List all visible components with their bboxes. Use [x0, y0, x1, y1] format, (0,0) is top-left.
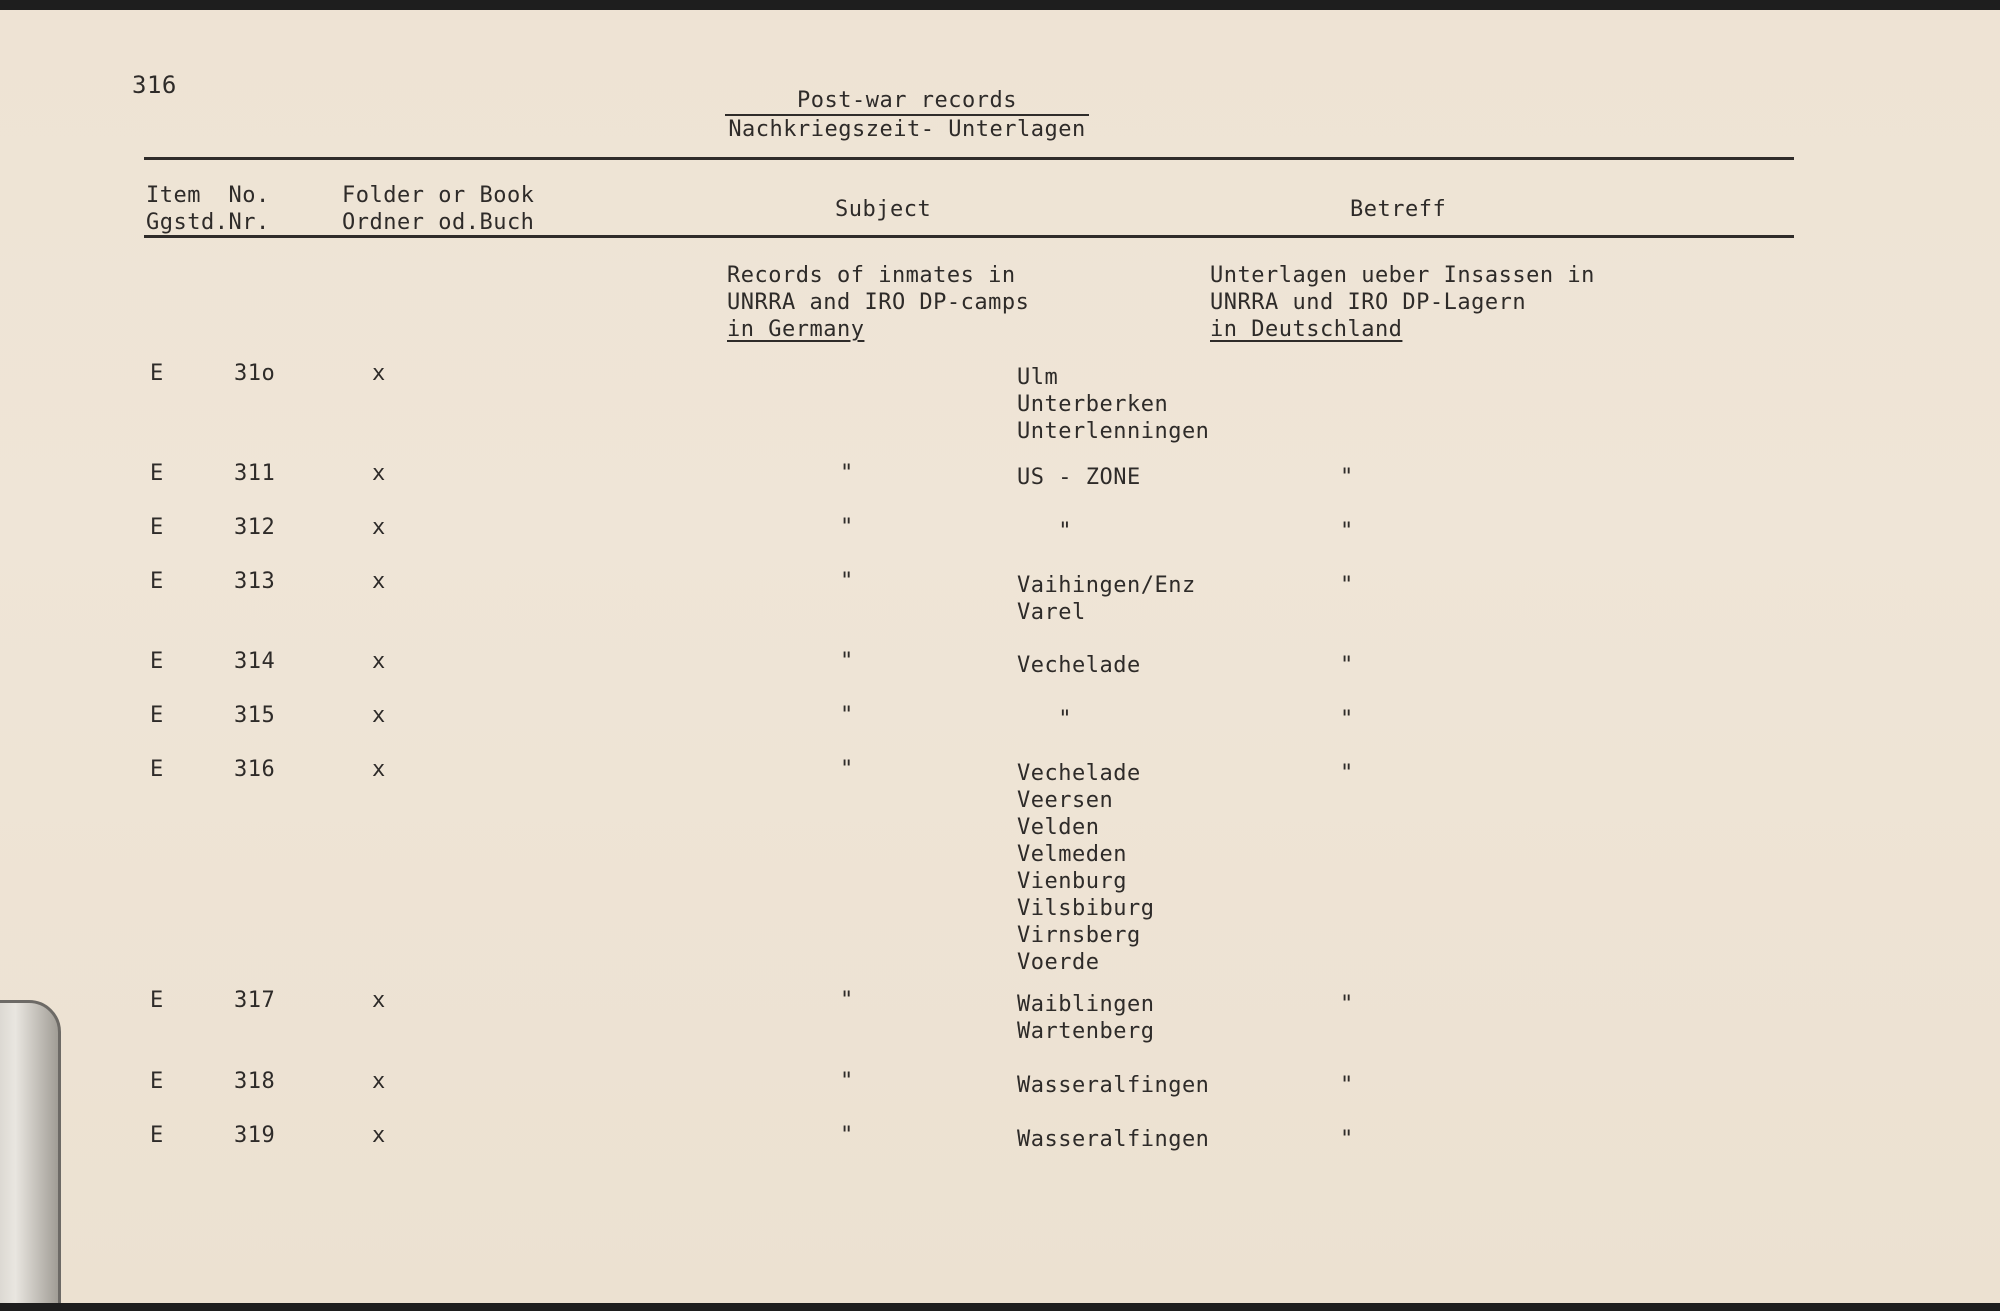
row-item-number: 31o — [234, 361, 276, 386]
row-place-name: Vienburg — [1017, 869, 1127, 894]
row-subject-ditto: " — [840, 569, 854, 594]
row-folder-mark: x — [372, 988, 386, 1013]
row-place-name: Voerde — [1017, 950, 1100, 975]
row-subject-ditto: " — [840, 1123, 854, 1148]
section-betreff-line-3: in Deutschland — [1210, 317, 1403, 342]
row-place-name: Veersen — [1017, 788, 1114, 813]
row-folder-mark: x — [372, 703, 386, 728]
row-item-number: 319 — [234, 1123, 276, 1148]
header-rule-bottom — [144, 235, 1794, 238]
row-betreff-ditto: " — [1340, 707, 1354, 732]
row-place-name: " — [1017, 519, 1072, 544]
row-subject-ditto: " — [840, 649, 854, 674]
row-item-letter: E — [150, 1123, 164, 1148]
header-folder-de: Ordner od.Buch — [342, 210, 535, 235]
row-item-number: 311 — [234, 461, 276, 486]
row-betreff-ditto: " — [1340, 573, 1354, 598]
row-subject-ditto: " — [840, 757, 854, 782]
row-place-name: Ulm — [1017, 365, 1059, 390]
row-betreff-ditto: " — [1340, 992, 1354, 1017]
row-folder-mark: x — [372, 757, 386, 782]
section-subject-line-3: in Germany — [727, 317, 865, 342]
header-folder: Folder or Book — [342, 183, 535, 208]
row-item-letter: E — [150, 361, 164, 386]
row-place-name: Varel — [1017, 600, 1086, 625]
row-place-name: Wartenberg — [1017, 1019, 1155, 1044]
row-place-name: Unterlenningen — [1017, 419, 1210, 444]
row-place-name: Wasseralfingen — [1017, 1127, 1210, 1152]
row-item-letter: E — [150, 1069, 164, 1094]
row-item-letter: E — [150, 515, 164, 540]
row-betreff-ditto: " — [1340, 653, 1354, 678]
header-item-no-de: Ggstd.Nr. — [146, 210, 270, 235]
row-item-letter: E — [150, 461, 164, 486]
row-item-number: 316 — [234, 757, 276, 782]
row-item-letter: E — [150, 988, 164, 1013]
row-item-letter: E — [150, 703, 164, 728]
page-number: 316 — [132, 71, 177, 99]
row-subject-ditto: " — [840, 988, 854, 1013]
row-item-number: 318 — [234, 1069, 276, 1094]
header-item-no: Item No. — [146, 183, 270, 208]
section-betreff-line-1: Unterlagen ueber Insassen in — [1210, 263, 1595, 288]
row-item-number: 317 — [234, 988, 276, 1013]
row-place-name: " — [1017, 707, 1072, 732]
row-folder-mark: x — [372, 515, 386, 540]
row-place-name: Velden — [1017, 815, 1100, 840]
row-place-name: Wasseralfingen — [1017, 1073, 1210, 1098]
row-item-letter: E — [150, 757, 164, 782]
row-betreff-ditto: " — [1340, 1073, 1354, 1098]
row-folder-mark: x — [372, 361, 386, 386]
header-subject: Subject — [835, 197, 932, 222]
row-item-number: 314 — [234, 649, 276, 674]
row-item-number: 313 — [234, 569, 276, 594]
row-subject-ditto: " — [840, 515, 854, 540]
section-subject-line-1: Records of inmates in — [727, 263, 1016, 288]
row-place-name: US - ZONE — [1017, 465, 1141, 490]
row-item-letter: E — [150, 569, 164, 594]
header-rule-top — [144, 157, 1794, 160]
row-subject-ditto: " — [840, 461, 854, 486]
row-subject-ditto: " — [840, 1069, 854, 1094]
binder-clip — [0, 1000, 61, 1303]
row-place-name: Virnsberg — [1017, 923, 1141, 948]
row-item-letter: E — [150, 649, 164, 674]
row-folder-mark: x — [372, 649, 386, 674]
section-betreff-line-2: UNRRA und IRO DP-Lagern — [1210, 290, 1527, 315]
title-german: Nachkriegszeit- Unterlagen — [728, 117, 1086, 142]
row-subject-ditto: " — [840, 703, 854, 728]
row-place-name: Waiblingen — [1017, 992, 1155, 1017]
row-place-name: Velmeden — [1017, 842, 1127, 867]
row-betreff-ditto: " — [1340, 519, 1354, 544]
row-place-name: Vaihingen/Enz — [1017, 573, 1196, 598]
row-item-number: 312 — [234, 515, 276, 540]
row-betreff-ditto: " — [1340, 761, 1354, 786]
row-betreff-ditto: " — [1340, 1127, 1354, 1152]
row-place-name: Vilsbiburg — [1017, 896, 1155, 921]
row-folder-mark: x — [372, 1069, 386, 1094]
row-folder-mark: x — [372, 461, 386, 486]
row-betreff-ditto: " — [1340, 465, 1354, 490]
document-page — [0, 10, 2000, 1303]
row-folder-mark: x — [372, 569, 386, 594]
row-place-name: Unterberken — [1017, 392, 1169, 417]
header-betreff: Betreff — [1350, 197, 1447, 222]
row-place-name: Vechelade — [1017, 761, 1141, 786]
row-item-number: 315 — [234, 703, 276, 728]
row-place-name: Vechelade — [1017, 653, 1141, 678]
row-folder-mark: x — [372, 1123, 386, 1148]
title-english: Post-war records — [725, 88, 1089, 116]
section-subject-line-2: UNRRA and IRO DP-camps — [727, 290, 1030, 315]
